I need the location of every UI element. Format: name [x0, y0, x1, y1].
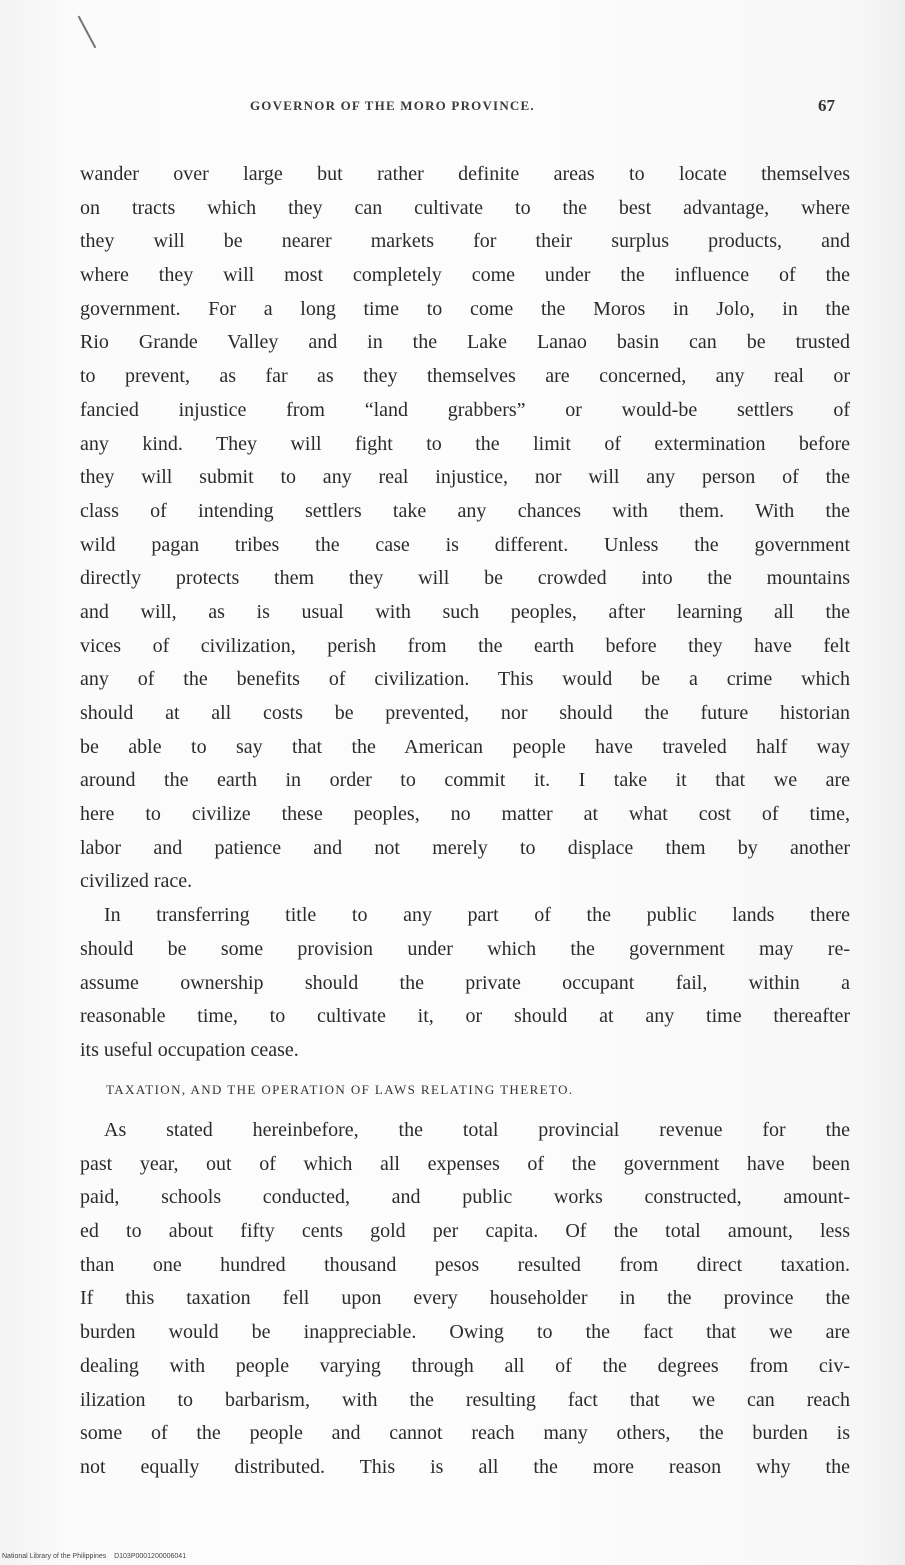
text-line: fancied injustice from “land grabbers” or would-be settlers of — [80, 398, 850, 421]
text-line: dealing with people varying through all of the degrees from civ- — [80, 1354, 850, 1377]
page-number: 67 — [818, 96, 835, 115]
text-line: burden would be inappreciable. Owing to the fact that we are — [80, 1321, 850, 1344]
text-line: If this taxation fell upon every householder in the province the — [80, 1287, 850, 1310]
text-line: here to civilize these peoples, no matter at what cost of time, — [80, 803, 850, 826]
text-line: labor and patience and not merely to displace them by another — [80, 836, 850, 859]
text-line: civilized race. — [80, 870, 193, 893]
section-text — [80, 1114, 850, 1485]
text-line: past year, out of which all expenses of the government have been — [80, 1152, 850, 1175]
text-line: around the earth in order to commit it. I take it that we are — [80, 769, 850, 792]
text-line: In transferring title to any part of the public lands there — [104, 904, 850, 927]
text-line: should be some provision under which the government may re- — [80, 937, 850, 960]
footer-source: National Library of the Philippines — [2, 1553, 107, 1560]
scan-footer — [2, 1553, 186, 1560]
section-heading: TAXATION, AND THE OPERATION OF LAWS RELATING THERETO. — [106, 1082, 574, 1097]
text-line: they will be nearer markets for their surplus products, and — [80, 230, 850, 253]
text-line: on tracts which they can cultivate to the best advantage, where — [80, 196, 850, 219]
text-line: and will, as is usual with such peoples, after learning all the — [80, 600, 850, 623]
text-line: any of the benefits of civilization. This would be a crime which — [80, 668, 850, 691]
text-line: ed to about fifty cents gold per capita. Of the total amount, less — [80, 1220, 850, 1243]
text-line: government. For a long time to come the Moros in Jolo, in the — [80, 297, 850, 320]
running-head: GOVERNOR OF THE MORO PROVINCE. — [250, 98, 535, 113]
text-line: Rio Grande Valley and in the Lake Lanao basin can be trusted — [80, 331, 850, 354]
text-line: should at all costs be prevented, nor should the future historian — [80, 702, 850, 724]
text-line: reasonable time, to cultivate it, or should at any time thereafter — [80, 1005, 850, 1028]
text-line: paid, schools conducted, and public works constructed, amount- — [80, 1186, 850, 1209]
text-line: be able to say that the American people have traveled half way — [80, 735, 850, 758]
text-line: not equally distributed. This is all the more reason why the — [80, 1455, 850, 1478]
ink-mark — [78, 16, 97, 49]
text-line: assume ownership should the private occupant fail, within a — [80, 971, 850, 994]
text-line: As stated hereinbefore, the total provincial revenue for the — [104, 1119, 850, 1141]
text-line: class of intending settlers take any chances with them. With the — [80, 499, 850, 522]
text-line: they will submit to any real injustice, nor will any person of the — [80, 466, 850, 489]
footer-identifier: D103P0001200006041 — [114, 1553, 187, 1560]
text-line: ilization to barbarism, with the resulting fact that we can reach — [80, 1388, 850, 1411]
text-line: directly protects them they will be crowded into the mountains — [80, 567, 850, 590]
text-line: than one hundred thousand pesos resulted from direct taxation. — [80, 1253, 850, 1276]
text-line: vices of civilization, perish from the earth before they have felt — [80, 634, 850, 657]
text-line: some of the people and cannot reach many others, the burden is — [80, 1422, 850, 1445]
text-line: wild pagan tribes the case is different. Unless the government — [80, 533, 850, 556]
text-line: where they will most completely come under the influence of the — [80, 264, 850, 287]
text-line: to prevent, as far as they themselves are concerned, any real or — [80, 365, 850, 388]
body-text — [80, 158, 850, 1068]
text-line: any kind. They will fight to the limit of extermination before — [80, 432, 850, 455]
text-line: its useful occupation cease. — [80, 1038, 299, 1061]
text-line: wander over large but rather definite areas to locate themselves — [80, 163, 850, 185]
